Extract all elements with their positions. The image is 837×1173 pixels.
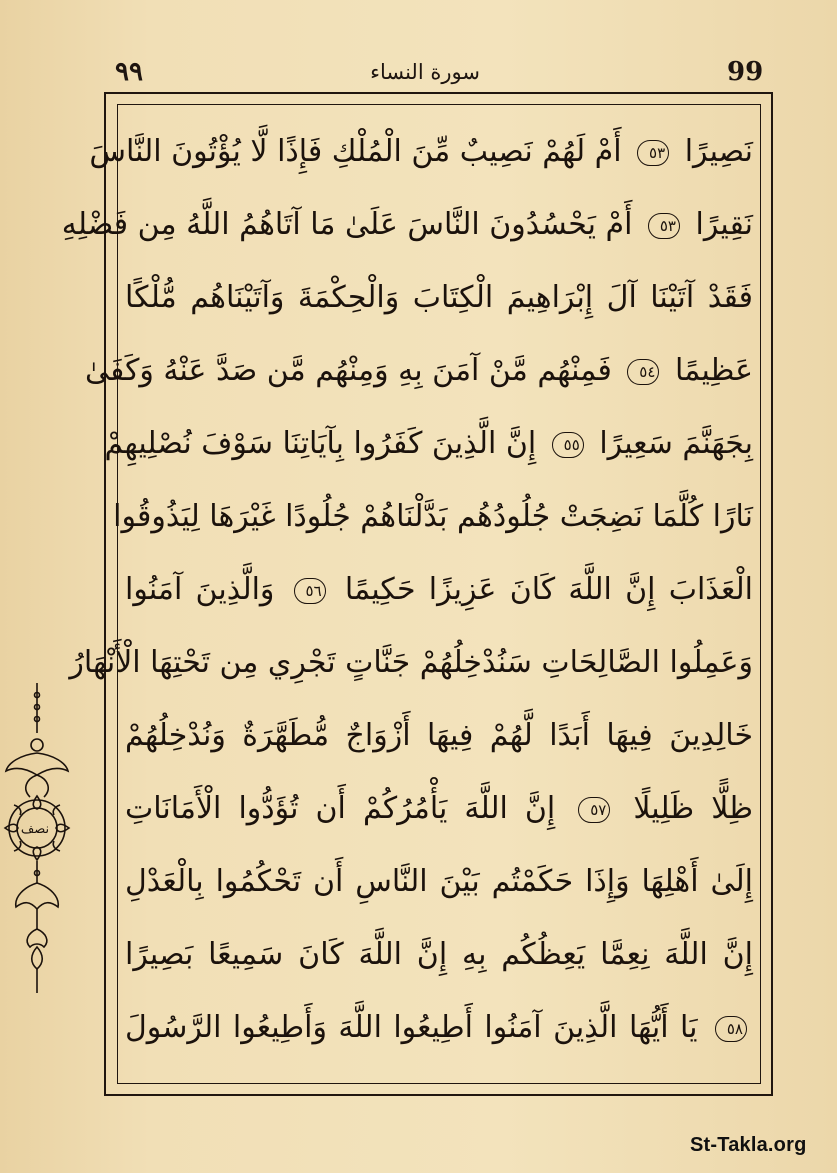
verse-text: ظِلًّا ظَلِيلًا — [633, 791, 753, 826]
ayah-number-marker: ٥٣ — [637, 140, 669, 166]
verse-text: نَقِيرًا — [695, 207, 753, 242]
page-number-right: 99 — [727, 57, 764, 87]
text-line — [84, 341, 753, 401]
hizb-label: نصف — [20, 822, 50, 837]
ayah-number-marker: ٥٧ — [578, 797, 610, 823]
verse-text: فَمِنْهُم مَّنْ آمَنَ بِهِ وَمِنْهُم مَّن صَدَّ عَنْهُ وَكَفَىٰ — [84, 353, 612, 388]
text-line — [113, 487, 753, 547]
hizb-ornament-icon — [0, 683, 75, 993]
verse-text: إِنَّ الَّذِينَ كَفَرُوا بِآيَاتِنَا سَوْفَ نُصْلِيهِمْ — [104, 426, 537, 461]
text-line — [104, 414, 753, 474]
verse-text: بِجَهَنَّمَ سَعِيرًا — [599, 426, 753, 461]
text-line — [69, 633, 753, 693]
text-line — [125, 560, 753, 620]
text-line — [89, 122, 753, 182]
text-line — [125, 268, 753, 328]
text-line — [61, 195, 753, 255]
verse-text: خَالِدِينَ فِيهَا أَبَدًا لَّهُمْ فِيهَا أَزْوَاجٌ مُّطَهَّرَةٌ وَنُدْخِلُهُمْ — [125, 718, 753, 753]
verse-text: وَعَمِلُوا الصَّالِحَاتِ سَنُدْخِلُهُمْ جَنَّاتٍ تَجْرِي مِن تَحْتِهَا الْأَنْهَارُ — [69, 645, 753, 680]
ayah-number-marker: ٥٣ — [648, 213, 680, 239]
surah-title: سورة النساء — [370, 60, 480, 84]
verse-text: نَارًا كُلَّمَا نَضِجَتْ جُلُودُهُم بَدَّلْنَاهُمْ جُلُودًا غَيْرَهَا لِيَذُوقُوا — [113, 499, 753, 534]
verse-text: عَظِيمًا — [674, 353, 753, 388]
text-line — [125, 852, 753, 912]
verse-text: أَمْ لَهُمْ نَصِيبٌ مِّنَ الْمُلْكِ فَإِذًا لَّا يُؤْتُونَ النَّاسَ — [89, 134, 622, 169]
quran-text-block — [61, 104, 761, 1084]
ayah-number-marker: ٥٨ — [715, 1016, 747, 1042]
verse-text: وَالَّذِينَ آمَنُوا — [125, 572, 275, 607]
verse-text: الْعَذَابَ إِنَّ اللَّهَ كَانَ عَزِيزًا حَكِيمًا — [344, 572, 753, 607]
ayah-number-marker: ٥٥ — [552, 432, 584, 458]
ayah-number-marker: ٥٦ — [294, 578, 326, 604]
verse-text: يَا أَيُّهَا الَّذِينَ آمَنُوا أَطِيعُوا اللَّهَ وَأَطِيعُوا الرَّسُولَ — [125, 1010, 698, 1045]
verse-text: أَمْ يَحْسُدُونَ النَّاسَ عَلَىٰ مَا آتَاهُمُ اللَّهُ مِن فَضْلِهِ — [61, 207, 633, 242]
verse-text: إِنَّ اللَّهَ نِعِمَّا يَعِظُكُم بِهِ إِنَّ اللَّهَ كَانَ سَمِيعًا بَصِيرًا — [125, 937, 753, 972]
text-line — [125, 998, 753, 1058]
text-line — [125, 925, 753, 985]
verse-text: نَصِيرًا — [684, 134, 753, 169]
verse-text: إِنَّ اللَّهَ يَأْمُرُكُمْ أَن تُؤَدُّوا الْأَمَانَاتِ — [125, 791, 556, 826]
ayah-number-marker: ٥٤ — [627, 359, 659, 385]
text-line — [125, 779, 753, 839]
text-line — [125, 706, 753, 766]
verse-text: إِلَىٰ أَهْلِهَا وَإِذَا حَكَمْتُم بَيْنَ النَّاسِ أَن تَحْكُمُوا بِالْعَدْلِ — [125, 864, 753, 899]
page-number-left: ٩٩ — [115, 57, 143, 87]
watermark: St-Takla.org — [690, 1134, 807, 1156]
verse-text: فَقَدْ آتَيْنَا آلَ إِبْرَاهِيمَ الْكِتَابَ وَالْحِكْمَةَ وَآتَيْنَاهُم مُّلْكًا — [125, 280, 753, 315]
